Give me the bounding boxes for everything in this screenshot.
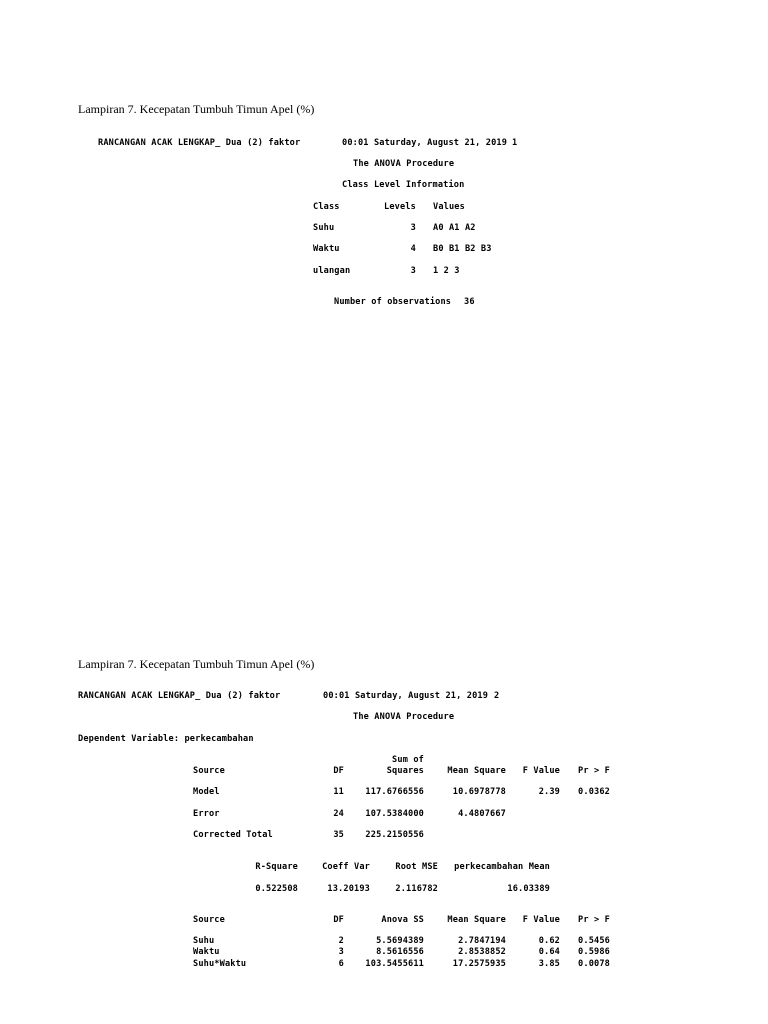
anova-row-source: Model <box>193 787 220 797</box>
anova-row-ms: 10.6978778 <box>452 787 506 797</box>
class-row-levels: 3 <box>410 266 416 276</box>
effects-row-df: 2 <box>338 936 344 946</box>
anova-row-ss: 225.2150556 <box>365 830 424 840</box>
effects-row-ms: 2.8538852 <box>458 947 506 957</box>
effects-header-p: Pr > F <box>578 915 610 925</box>
effects-row-df: 3 <box>338 947 344 957</box>
effects-header-ms: Mean Square <box>447 915 506 925</box>
effects-row-source: Suhu <box>193 936 215 946</box>
class-row-levels: 3 <box>410 223 416 233</box>
effects-header-ss: Anova SS <box>381 915 424 925</box>
effects-header-df: DF <box>333 915 344 925</box>
class-level-info-title: Class Level Information <box>342 180 465 190</box>
page2-header-page: 2 <box>494 691 500 701</box>
anova-row-ms: 4.4807667 <box>458 809 506 819</box>
effects-row-ss: 103.5455611 <box>365 959 424 969</box>
effects-row-f: 3.85 <box>538 959 560 969</box>
anova-header-p: Pr > F <box>578 766 610 776</box>
page2-header-time: 00:01 Saturday, August 21, 2019 <box>323 691 489 701</box>
class-row-values: B0 B1 B2 B3 <box>433 244 492 254</box>
effects-row-p: 0.0078 <box>578 959 610 969</box>
page2-header-title: RANCANGAN ACAK LENGKAP_ Dua (2) faktor <box>78 691 281 701</box>
anova-header-ss-top: Sum of <box>392 755 424 765</box>
col-header-class: Class <box>313 202 340 212</box>
class-row-values: 1 2 3 <box>433 266 460 276</box>
effects-row-f: 0.64 <box>538 947 560 957</box>
effects-row-p: 0.5456 <box>578 936 610 946</box>
effects-header-source: Source <box>193 915 225 925</box>
effects-row-ms: 17.2575935 <box>452 959 506 969</box>
effects-row-ss: 5.5694389 <box>376 936 424 946</box>
col-header-levels: Levels <box>384 202 416 212</box>
anova-header-source: Source <box>193 766 225 776</box>
observations-label: Number of observations <box>334 297 452 307</box>
class-row-levels: 4 <box>410 244 416 254</box>
anova-row-f: 2.39 <box>538 787 560 797</box>
effects-row-source: Waktu <box>193 947 220 957</box>
page1-header-page: 1 <box>512 138 518 148</box>
anova-header-ss: Squares <box>386 766 424 776</box>
page1-header-time: 00:01 Saturday, August 21, 2019 <box>342 138 508 148</box>
class-row-values: A0 A1 A2 <box>433 223 476 233</box>
fit-header-coeff-var: Coeff Var <box>322 862 370 872</box>
fit-value-mean: 16.03389 <box>507 884 550 894</box>
page2-procedure-title: The ANOVA Procedure <box>353 712 455 722</box>
col-header-values: Values <box>433 202 465 212</box>
effects-row-source: Suhu*Waktu <box>193 959 247 969</box>
class-row-name: ulangan <box>313 266 351 276</box>
anova-row-source: Error <box>193 809 220 819</box>
anova-row-df: 11 <box>333 787 344 797</box>
page1-header-title: RANCANGAN ACAK LENGKAP_ Dua (2) faktor <box>98 138 301 148</box>
anova-header-df: DF <box>333 766 344 776</box>
observations-value: 36 <box>464 297 475 307</box>
effects-row-ss: 8.5616556 <box>376 947 424 957</box>
fit-header-root-mse: Root MSE <box>395 862 438 872</box>
page2-heading: Lampiran 7. Kecepatan Tumbuh Timun Apel (%) <box>78 657 315 671</box>
fit-value-root-mse: 2.116782 <box>395 884 438 894</box>
fit-value-coeff-var: 13.20193 <box>327 884 370 894</box>
effects-row-p: 0.5986 <box>578 947 610 957</box>
anova-row-df: 35 <box>333 830 344 840</box>
anova-row-source: Corrected Total <box>193 830 273 840</box>
fit-header-rsquare: R-Square <box>255 862 298 872</box>
anova-row-ss: 117.6766556 <box>365 787 424 797</box>
effects-row-f: 0.62 <box>538 936 560 946</box>
anova-row-ss: 107.5384000 <box>365 809 424 819</box>
fit-value-rsquare: 0.522508 <box>255 884 298 894</box>
anova-row-p: 0.0362 <box>578 787 610 797</box>
effects-header-f: F Value <box>522 915 560 925</box>
anova-header-ms: Mean Square <box>447 766 506 776</box>
anova-header-f: F Value <box>522 766 560 776</box>
class-row-name: Waktu <box>313 244 340 254</box>
fit-header-mean: perkecambahan Mean <box>454 862 550 872</box>
effects-row-ms: 2.7847194 <box>458 936 506 946</box>
anova-row-df: 24 <box>333 809 344 819</box>
effects-row-df: 6 <box>338 959 344 969</box>
page1-heading: Lampiran 7. Kecepatan Tumbuh Timun Apel (%) <box>78 102 315 116</box>
dependent-variable: Dependent Variable: perkecambahan <box>78 734 254 744</box>
page1-procedure-title: The ANOVA Procedure <box>353 159 455 169</box>
class-row-name: Suhu <box>313 223 335 233</box>
